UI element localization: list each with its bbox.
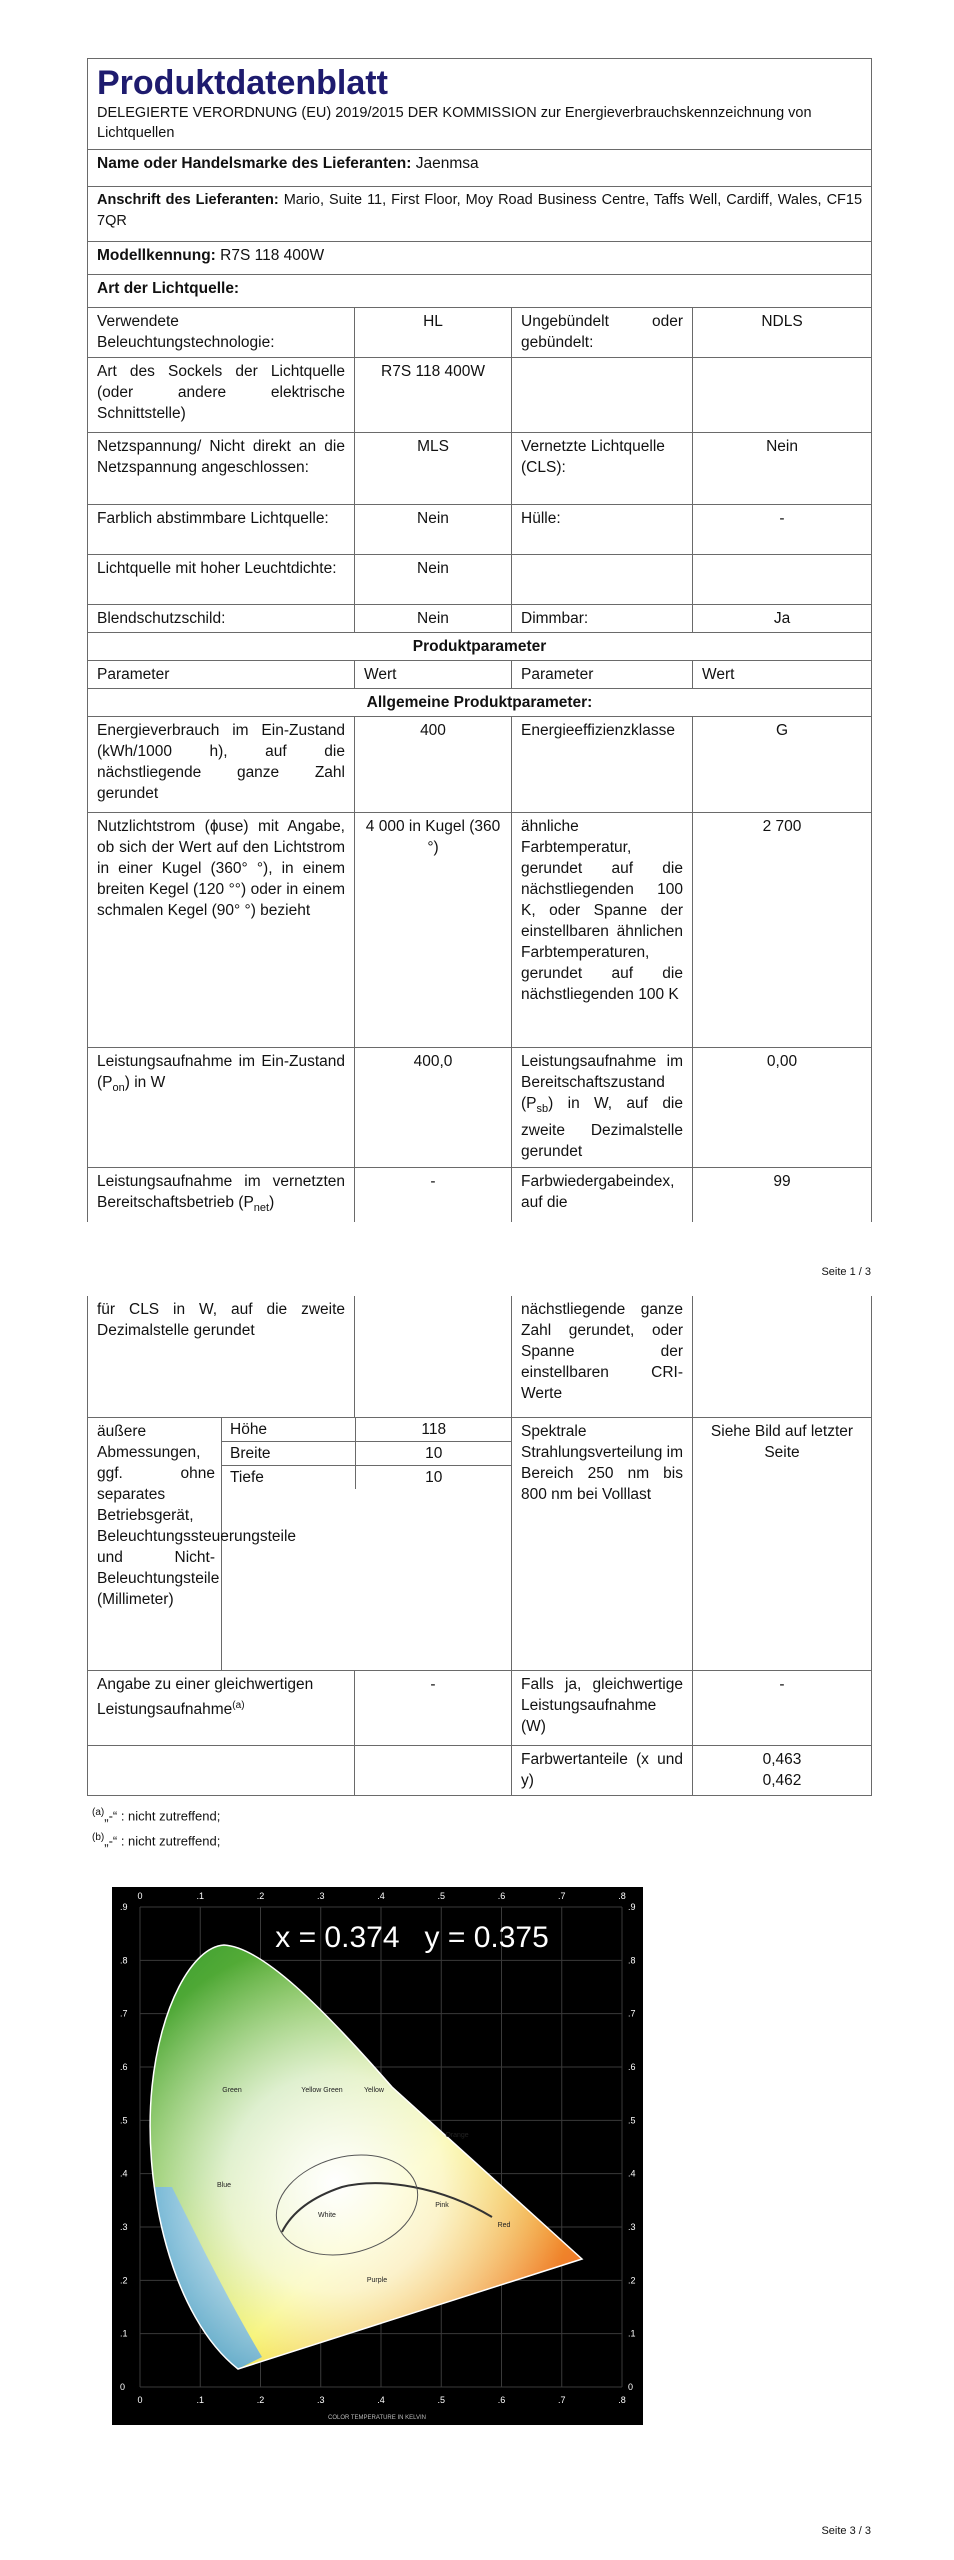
directional-label: Ungebündelt oder gebündelt:	[512, 308, 693, 358]
cri-label: Farbwiedergabeindex, auf die	[512, 1168, 693, 1223]
cie-x-tick-label: .8	[618, 2395, 626, 2405]
energy-class-label: Energieeffizienzklasse	[512, 717, 693, 813]
cie-region-label: Purple	[366, 2277, 388, 2284]
cie-y-tick-label: .9	[120, 1902, 128, 1912]
cls-label: Vernetzte Lichtquelle (CLS):	[512, 433, 693, 505]
cie-region-label: Green	[222, 2087, 242, 2094]
cie-y-tick-label: 0	[120, 2382, 126, 2392]
power-on-label: Leistungsaufnahme im Ein-Zustand $(P_{on})$ in W	[88, 1048, 355, 1168]
cie-region-label: Pink	[435, 2202, 449, 2209]
energy-class-value: G	[693, 717, 872, 813]
cie-x-tick-label: .4	[377, 2395, 385, 2405]
cie-x-tick-label: .5	[437, 1891, 446, 1901]
datasheet-table-top	[87, 58, 872, 1222]
tunable-label: Farblich abstimmbare Lichtquelle:	[88, 505, 355, 555]
equivalent-power-w-value: -	[693, 1670, 872, 1745]
height-value: 118	[355, 1418, 512, 1442]
cie-y-tick-label: .7	[628, 2008, 636, 2019]
datasheet-page-1	[87, 58, 871, 1222]
cie-region-label: Red	[497, 2222, 511, 2229]
luminous-flux-value: 4 000 in Kugel (360 °)	[355, 813, 512, 1048]
footnotes	[92, 1802, 220, 1853]
col-header-param: Parameter	[88, 661, 355, 689]
empty-cell	[355, 1296, 512, 1417]
cie-region-label: Yellow	[364, 2087, 384, 2094]
dimensions-label: äußere Abmessungen, ggf. ohne separates Betriebsgerät, Beleuchtungssteuerungsteile und Nicht-Beleuchtungsteile (Millimeter)	[88, 1417, 222, 1670]
supplier-address-value: Mario, Suite 11, First Floor, Moy Road Business Centre, Taffs Well, Cardiff, Wales, CF15 7QR	[97, 192, 863, 229]
mains-value: MLS	[355, 433, 512, 505]
high-luminance-value: Nein	[355, 555, 512, 605]
spectral-distribution-value: Siehe Bild auf letzter Seite	[693, 1417, 872, 1670]
cie-y-tick-label: .6	[120, 2062, 128, 2072]
footnote-a: $^{(a)}$„-“ : nicht zutreffend;	[92, 1807, 221, 1824]
height-label: Höhe	[222, 1418, 355, 1442]
supplier-name-value: Jaenmsa	[415, 155, 479, 172]
depth-label: Tiefe	[230, 1468, 264, 1486]
model-label: Modellkennung:	[97, 247, 216, 264]
cie-region-label: Orange	[445, 2132, 469, 2139]
cie-x-tick-label: .8	[618, 1891, 626, 1901]
glare-shield-label: Blendschutzschild:	[88, 605, 355, 633]
cie-y-tick-label: .7	[120, 2008, 128, 2019]
cie-y-tick-label: .5	[628, 2115, 636, 2126]
cie-y-tick-label: .9	[628, 1902, 636, 1912]
envelope-label: Hülle:	[512, 505, 693, 555]
cie-y-tick-label: .3	[120, 2222, 128, 2232]
empty-cell	[512, 358, 693, 433]
luminous-flux-label: Nutzlichtstrom (ɸuse) mit Angabe, ob sich der Wert auf den Lichtstrom in einer Kugel (360° °), in einem breiten Kegel (120 °°) oder in einem schmalen Kegel (90° °) bezieht	[88, 813, 355, 1048]
model-value: R7S 118 400W	[220, 247, 325, 264]
cie-y-tick-label: .5	[120, 2115, 128, 2126]
high-luminance-label: Lichtquelle mit hoher Leuchtdichte:	[88, 555, 355, 605]
cie-x-tick-label: 0	[137, 2395, 143, 2405]
chromaticity-readout: x = 0.374 y = 0.375	[275, 1921, 549, 1954]
cls-value: Nein	[693, 433, 872, 505]
cie-x-tick-label: .7	[557, 1891, 566, 1901]
cie-region-label: Blue	[216, 2182, 232, 2189]
col-header-value: Wert	[693, 661, 872, 689]
cie-x-tick-label: .2	[256, 2395, 265, 2405]
cie-y-tick-label: .8	[628, 1955, 636, 1966]
cie-footer: COLOR TEMPERATURE IN KELVIN	[327, 2415, 427, 2421]
cie-region-label: White	[318, 2212, 336, 2219]
networked-standby-label-cont: für CLS in W, auf die zweite Dezimalstelle gerundet	[88, 1296, 355, 1417]
depth-value: 10	[355, 1465, 512, 1489]
cie-y-tick-label: 0	[628, 2382, 634, 2392]
cie-region-label: Yellow Green	[301, 2087, 343, 2094]
chromaticity-label: Farbwertanteile (x und y)	[512, 1745, 693, 1795]
empty-cell	[355, 1745, 512, 1795]
cie-x-tick-label: .4	[377, 1891, 385, 1901]
cie-x-tick-label: 0	[137, 1891, 143, 1901]
cie-y-tick-label: .8	[120, 1955, 128, 1966]
cie-x-tick-label: .6	[497, 1891, 506, 1901]
supplier-address-label: Anschrift des Lieferanten:	[97, 192, 279, 208]
networked-standby-label: Leistungsaufnahme im vernetzten Bereitschaftsbetrieb $(P_{net})$	[88, 1168, 355, 1223]
empty-cell	[693, 555, 872, 605]
cie-y-tick-label: .3	[628, 2222, 636, 2232]
width-label: Breite	[222, 1441, 355, 1465]
col-header-value: Wert	[355, 661, 512, 689]
tech-value: HL	[355, 308, 512, 358]
page-title: Produktdatenblatt	[97, 64, 388, 102]
footnote-b: $^{(b)}$„-“ : nicht zutreffend;	[92, 1832, 221, 1849]
glare-shield-value: Nein	[355, 605, 512, 633]
equivalent-power-w-label: Falls ja, gleichwertige Leistungsaufnahme (W)	[512, 1670, 693, 1745]
cie-y-tick-label: .1	[628, 2328, 636, 2339]
tech-label: Verwendete Beleuchtungstechnologie:	[88, 308, 355, 358]
regulation-text: DELEGIERTE VERORDNUNG (EU) 2019/2015 DER KOMMISSION zur Energieverbrauchskennzeichnung von Lichtquellen	[97, 105, 812, 141]
equivalent-power-value: -	[355, 1670, 512, 1745]
product-params-heading: Produktparameter	[88, 633, 872, 661]
page-number-1: Seite 1 / 3	[821, 1266, 871, 1278]
directional-value: NDLS	[693, 308, 872, 358]
empty-cell	[512, 555, 693, 605]
cie-x-tick-label: .3	[316, 1891, 325, 1901]
cie-y-tick-label: .2	[120, 2275, 128, 2286]
cie-y-tick-label: .1	[120, 2328, 128, 2339]
envelope-value: -	[693, 505, 872, 555]
energy-consumption-value: 400	[355, 717, 512, 813]
cie-x-tick-label: .3	[316, 2395, 325, 2405]
cap-label: Art des Sockels der Lichtquelle (oder andere elektrische Schnittstelle)	[88, 358, 355, 433]
dimmable-value: Ja	[693, 605, 872, 633]
general-params-heading: Allgemeine Produktparameter:	[88, 689, 872, 717]
cie-x-tick-label: .1	[196, 2395, 205, 2405]
width-value: 10	[355, 1441, 512, 1465]
cri-value: 99	[693, 1168, 872, 1223]
spectral-distribution-label: Spektrale Strahlungsverteilung im Bereich 250 nm bis 800 nm bei Volllast	[512, 1417, 693, 1670]
cie-x-tick-label: .6	[497, 2395, 506, 2405]
tunable-value: Nein	[355, 505, 512, 555]
cie-diagram-svg	[112, 1887, 643, 2425]
col-header-param: Parameter	[512, 661, 693, 689]
networked-standby-value: -	[355, 1168, 512, 1223]
dimmable-label: Dimmbar:	[512, 605, 693, 633]
cri-label-cont: nächstliegende ganze Zahl gerundet, oder Spanne der einstellbaren CRI-Werte	[512, 1296, 693, 1417]
cie-x-tick-label: .5	[437, 2395, 446, 2405]
cie-y-tick-label: .2	[628, 2275, 636, 2286]
supplier-name-label: Name oder Handelsmarke des Lieferanten:	[97, 155, 412, 172]
datasheet-page-3	[87, 1296, 871, 1796]
cie-x-tick-label: .1	[196, 1891, 205, 1901]
equivalent-power-label: Angabe zu einer gleichwertigen Leistungsaufnahme$^{(a)}$	[88, 1670, 355, 1745]
empty-cell	[88, 1745, 355, 1795]
empty-cell	[693, 358, 872, 433]
cie-y-tick-label: .4	[120, 2168, 128, 2179]
cct-label: ähnliche Farbtemperatur, gerundet auf die nächstliegenden 100 K, oder Spanne der einstellbaren ähnlichen Farbtemperaturen, gerundet auf die nächstliegenden 100 K	[512, 813, 693, 1048]
cap-value: R7S 118 400W	[355, 358, 512, 433]
datasheet-table-bottom	[87, 1296, 872, 1796]
cie-x-tick-label: .2	[256, 1891, 265, 1901]
empty-cell	[693, 1296, 872, 1417]
light-source-heading: Art der Lichtquelle:	[88, 275, 872, 308]
standby-power-label: Leistungsaufnahme im Bereitschaftszustand $(P_{sb})$ in W, auf die zweite Dezimalstelle gerundet	[512, 1048, 693, 1168]
cie-y-tick-label: .6	[628, 2062, 636, 2072]
energy-consumption-label: Energieverbrauch im Ein-Zustand (kWh/1000 h), auf die nächstliegende ganze Zahl gerundet	[88, 717, 355, 813]
cie-x-tick-label: .7	[557, 2395, 566, 2405]
mains-label: Netzspannung/ Nicht direkt an die Netzspannung angeschlossen:	[88, 433, 355, 505]
cie-y-tick-label: .4	[628, 2168, 636, 2179]
chromaticity-value: 0,463 0,462	[693, 1745, 872, 1795]
page-number-3: Seite 3 / 3	[821, 2525, 871, 2537]
power-on-value: 400,0	[355, 1048, 512, 1168]
cie-chromaticity-diagram	[112, 1887, 643, 2425]
cct-value: 2 700	[693, 813, 872, 1048]
standby-power-value: 0,00	[693, 1048, 872, 1168]
